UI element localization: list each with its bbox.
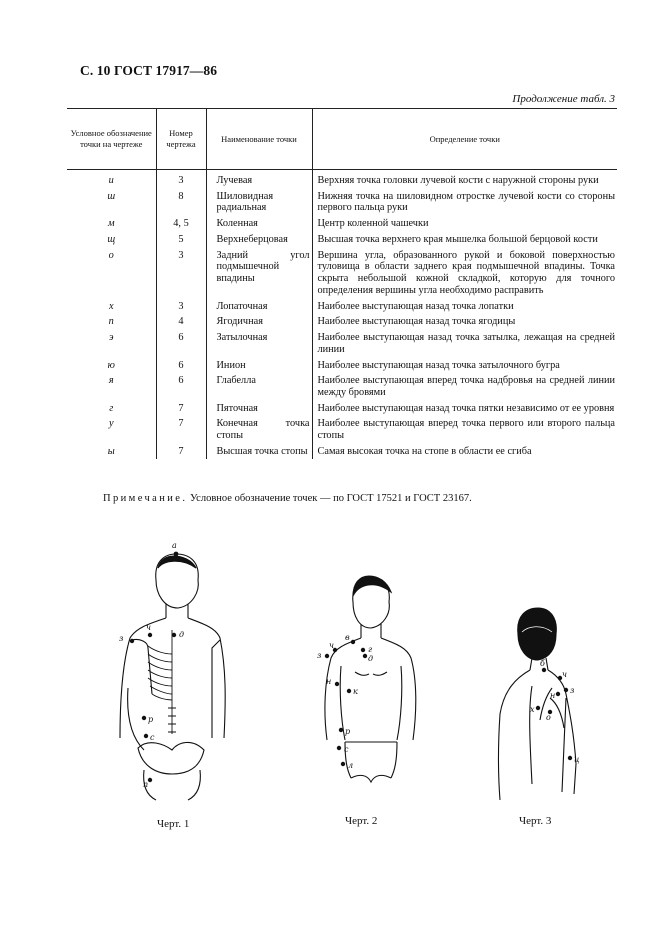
point-label: ч [329, 641, 334, 650]
table-row [67, 415, 617, 442]
point-marker-r [142, 716, 146, 720]
point-label: х [530, 705, 535, 714]
table-row [67, 313, 617, 329]
point-name: Лучевая [206, 170, 312, 188]
note-label: Примечание. [103, 493, 188, 504]
point-marker-r [339, 728, 343, 732]
point-label: п [143, 780, 149, 789]
table-row [67, 215, 617, 231]
drawing-number: 4 [156, 313, 206, 329]
point-definition: Верхняя точка головки лучевой кости с наружной стороны руки [312, 170, 617, 188]
table-row [67, 357, 617, 373]
point-code: у [108, 418, 114, 430]
table-note [103, 493, 472, 504]
point-label: д [179, 630, 185, 639]
point-marker-s [144, 734, 148, 738]
figure-2-caption: Черт. 2 [345, 815, 378, 827]
point-code: э [108, 332, 114, 344]
point-label: з [317, 651, 322, 660]
point-name: Верхнеберцовая [206, 231, 312, 247]
figure-1-front-skeleton [108, 538, 246, 806]
point-label: з [119, 634, 124, 643]
point-code: х [108, 300, 114, 312]
column-header-definition: Определение точки [312, 109, 617, 170]
point-code: щ [107, 233, 116, 245]
point-definition: Наиболее выступающая назад точка пятки независимо от ее уровня [312, 400, 617, 416]
point-name: Лопаточная [206, 298, 312, 314]
point-marker-g [361, 648, 365, 652]
drawing-number: 8 [156, 188, 206, 215]
point-definition: Центр коленной чашечки [312, 215, 617, 231]
point-marker-k [347, 689, 351, 693]
point-label: н [326, 677, 332, 686]
point-definition: Наиболее выступающая вперед точка первого или второго пальца стопы [312, 415, 617, 442]
drawing-number: 3 [156, 298, 206, 314]
point-definition: Высшая точка верхнего края мышелка большой берцовой кости [312, 231, 617, 247]
column-header-point-name: Наименование точки [206, 109, 312, 170]
point-label: л [348, 761, 354, 770]
point-definition: Наиболее выступающая назад точка ягодицы [312, 313, 617, 329]
point-marker-n [556, 692, 560, 696]
figure-2-front-torso [305, 570, 429, 802]
point-marker-b [542, 668, 546, 672]
point-code: м [107, 218, 115, 230]
point-marker-s [337, 746, 341, 750]
point-label: к [353, 687, 358, 696]
point-marker-z [130, 639, 134, 643]
drawing-number: 3 [156, 170, 206, 188]
point-label: г [368, 645, 373, 654]
points-table [67, 108, 617, 459]
drawing-number: 6 [156, 357, 206, 373]
point-name: Пяточная [206, 400, 312, 416]
point-label: б [540, 659, 545, 668]
point-definition: Наиболее выступающая вперед точка надбровья на средней линии между бровями [312, 372, 617, 399]
point-code: п [108, 316, 114, 328]
point-code: ю [107, 359, 115, 371]
drawing-number: 3 [156, 247, 206, 298]
page-header: С. 10 ГОСТ 17917—86 [80, 63, 218, 78]
figure-3-back-view [492, 604, 588, 804]
point-label: в [345, 633, 350, 642]
point-label: а [172, 541, 177, 550]
point-marker-v [351, 640, 355, 644]
point-label: р [345, 727, 351, 736]
point-definition: Нижняя точка на шиловидном отростке лучевой кости со стороны первого пальца руки [312, 188, 617, 215]
point-label: р [148, 715, 154, 724]
point-definition: Наиболее выступающая назад точка затылка, лежащая на средней линии [312, 329, 617, 356]
point-label: ц [574, 755, 580, 764]
point-name: Конечная точка стопы [206, 415, 312, 442]
point-code: г [109, 402, 114, 414]
point-name: Высшая точка стопы [206, 443, 312, 459]
drawing-number: 6 [156, 372, 206, 399]
table-row [67, 329, 617, 356]
point-marker-p [148, 778, 152, 782]
point-label: с [344, 745, 349, 754]
column-header-drawing-number: Номер чертежа [156, 109, 206, 170]
drawing-number: 5 [156, 231, 206, 247]
point-code: о [108, 249, 114, 261]
point-label: с [150, 733, 155, 742]
note-text: Условное обозначение точек — по ГОСТ 17521 и ГОСТ 23167. [187, 493, 472, 504]
table-row [67, 170, 617, 188]
point-code: ы [107, 445, 115, 457]
drawing-number: 4, 5 [156, 215, 206, 231]
point-name: Задний угол подмышечной впадины [206, 247, 312, 298]
table-row [67, 298, 617, 314]
table-continuation-label: Продолжение табл. 3 [512, 93, 615, 105]
point-marker-a [174, 552, 179, 557]
table-header-row [67, 109, 617, 170]
table-row [67, 231, 617, 247]
point-name: Затылочная [206, 329, 312, 356]
point-marker-n [335, 682, 339, 686]
point-definition: Наиболее выступающая назад точка затылочного бугра [312, 357, 617, 373]
point-marker-ts [568, 756, 572, 760]
point-marker-d [172, 633, 176, 637]
point-label: ч [562, 670, 567, 679]
point-name: Инион [206, 357, 312, 373]
point-code: я [108, 375, 114, 387]
point-label: з [570, 686, 575, 695]
point-definition: Самая высокая точка на стопе в области ее сгиба [312, 443, 617, 459]
point-label: д [368, 654, 374, 663]
figure-1-caption: Черт. 1 [157, 818, 190, 830]
point-name: Шиловидная радиальная [206, 188, 312, 215]
figure-3-caption: Черт. 3 [519, 815, 552, 827]
point-name: Ягодичная [206, 313, 312, 329]
point-definition: Наиболее выступающая назад точка лопатки [312, 298, 617, 314]
point-code: ш [107, 190, 116, 202]
point-label: н [550, 691, 556, 700]
point-marker-l [341, 762, 345, 766]
drawing-number: 6 [156, 329, 206, 356]
point-marker-ch [148, 633, 152, 637]
point-label: о [546, 713, 551, 722]
point-label: ч [146, 623, 151, 632]
point-name: Глабелла [206, 372, 312, 399]
point-name: Коленная [206, 215, 312, 231]
point-definition: Вершина угла, образованного рукой и боковой поверхностью туловища в области заднего края подмышечной впадины. Точка скрыта небольшой кожной складкой, которую для точного определения вершины угла необходимо расправить [312, 247, 617, 298]
point-marker-d [363, 654, 367, 658]
table-row [67, 188, 617, 215]
point-marker-z [564, 688, 568, 692]
table-row [67, 247, 617, 298]
point-code: и [108, 175, 114, 186]
point-marker-z [325, 654, 329, 658]
drawing-number: 7 [156, 443, 206, 459]
table-row [67, 400, 617, 416]
drawing-number: 7 [156, 415, 206, 442]
column-header-code: Условное обозначение точки на чертеже [67, 109, 156, 170]
point-marker-x [536, 706, 540, 710]
drawing-number: 7 [156, 400, 206, 416]
table-row [67, 443, 617, 459]
table-row [67, 372, 617, 399]
